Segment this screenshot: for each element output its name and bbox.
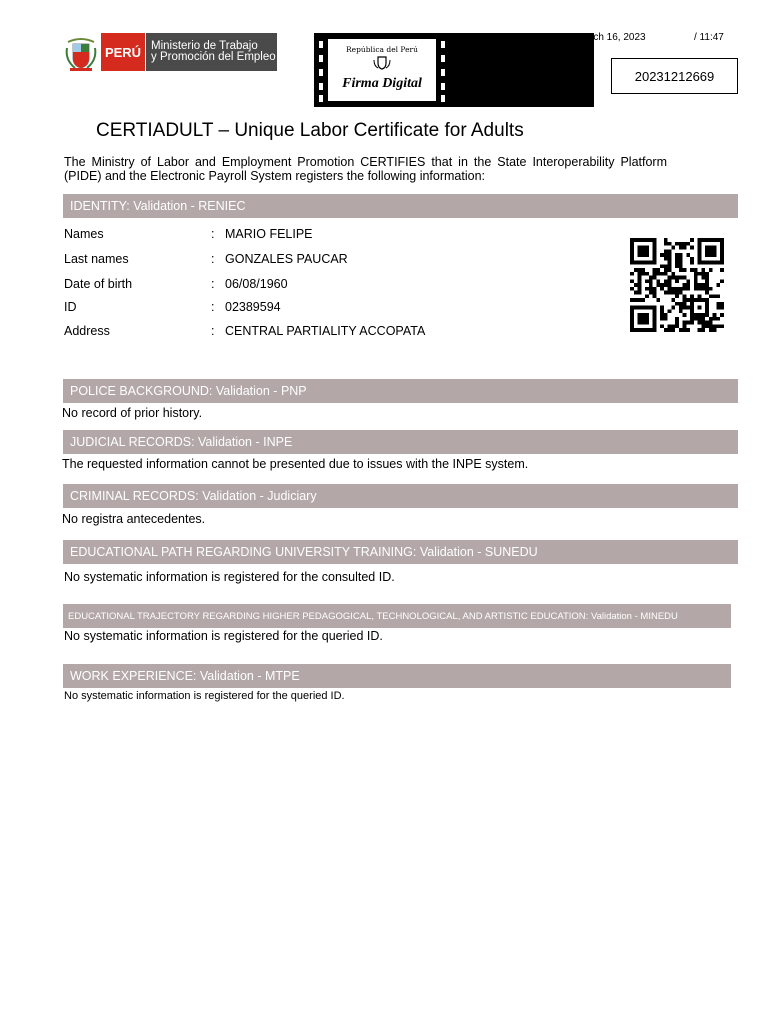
certificate-number: 20231212669 <box>634 68 715 84</box>
seal-signature-text: Firma Digital <box>342 76 422 91</box>
seal-shield-icon <box>373 56 391 70</box>
ministry-line-1: Ministerio de Trabajo <box>151 40 258 52</box>
identity-separator: : <box>211 277 215 291</box>
judicial-records-header: JUDICIAL RECORDS: Validation - INPE <box>63 430 738 454</box>
document-title: CERTIADULT – Unique Labor Certificate for Adults <box>96 120 524 141</box>
identity-value: 06/08/1960 <box>225 277 288 291</box>
intro-paragraph: The Ministry of Labor and Employment Promotion CERTIFIES that in the State Interoperability Platform (PIDE) and the Electronic Payroll System registers the following information: <box>64 155 667 183</box>
identity-separator: : <box>211 300 215 314</box>
identity-section-header: IDENTITY: Validation - RENIEC <box>63 194 738 218</box>
university-training-text: No systematic information is registered for the consulted ID. <box>64 570 395 584</box>
judicial-records-text: The requested information cannot be presented due to issues with the INPE system. <box>62 457 529 471</box>
higher-education-header: EDUCATIONAL TRAJECTORY REGARDING HIGHER PEDAGOGICAL, TECHNOLOGICAL, AND ARTISTIC EDUCATION: Validation - MINEDU <box>63 604 731 628</box>
identity-separator: : <box>211 252 215 266</box>
seal-republic-text: República del Perú <box>346 45 418 54</box>
ministry-line-2: y Promoción del Empleo <box>151 51 276 63</box>
identity-label: Date of birth <box>64 277 133 291</box>
identity-separator: : <box>211 324 215 338</box>
digital-signature-seal <box>314 33 450 107</box>
work-experience-header: WORK EXPERIENCE: Validation - MTPE <box>63 664 731 688</box>
peru-coat-of-arms-icon <box>64 34 98 72</box>
identity-separator: : <box>211 227 215 241</box>
identity-value: 02389594 <box>225 300 281 314</box>
identity-value: GONZALES PAUCAR <box>225 252 348 266</box>
certificate-number-box <box>611 58 738 94</box>
qr-code <box>628 238 726 332</box>
redaction-block <box>450 33 594 107</box>
identity-label: Names <box>64 227 104 241</box>
identity-value: CENTRAL PARTIALITY ACCOPATA <box>225 324 426 338</box>
work-experience-text: No systematic information is registered for the queried ID. <box>64 690 345 702</box>
criminal-records-text: No registra antecedentes. <box>62 512 206 526</box>
peru-label: PERÚ <box>104 44 142 60</box>
ministry-logo <box>146 33 277 71</box>
police-background-header: POLICE BACKGROUND: Validation - PNP <box>63 379 738 403</box>
peru-logo <box>101 33 145 71</box>
issue-date: rch 16, 2023 <box>590 32 646 43</box>
identity-value: MARIO FELIPE <box>225 227 313 241</box>
identity-label: Address <box>64 324 110 338</box>
university-training-header: EDUCATIONAL PATH REGARDING UNIVERSITY TRAINING: Validation - SUNEDU <box>63 540 738 564</box>
higher-education-text: No systematic information is registered for the queried ID. <box>64 629 383 643</box>
identity-label: ID <box>64 300 77 314</box>
identity-label: Last names <box>64 252 129 266</box>
police-background-text: No record of prior history. <box>62 406 203 420</box>
criminal-records-header: CRIMINAL RECORDS: Validation - Judiciary <box>63 484 738 508</box>
issue-time: / 11:47 <box>694 32 724 43</box>
